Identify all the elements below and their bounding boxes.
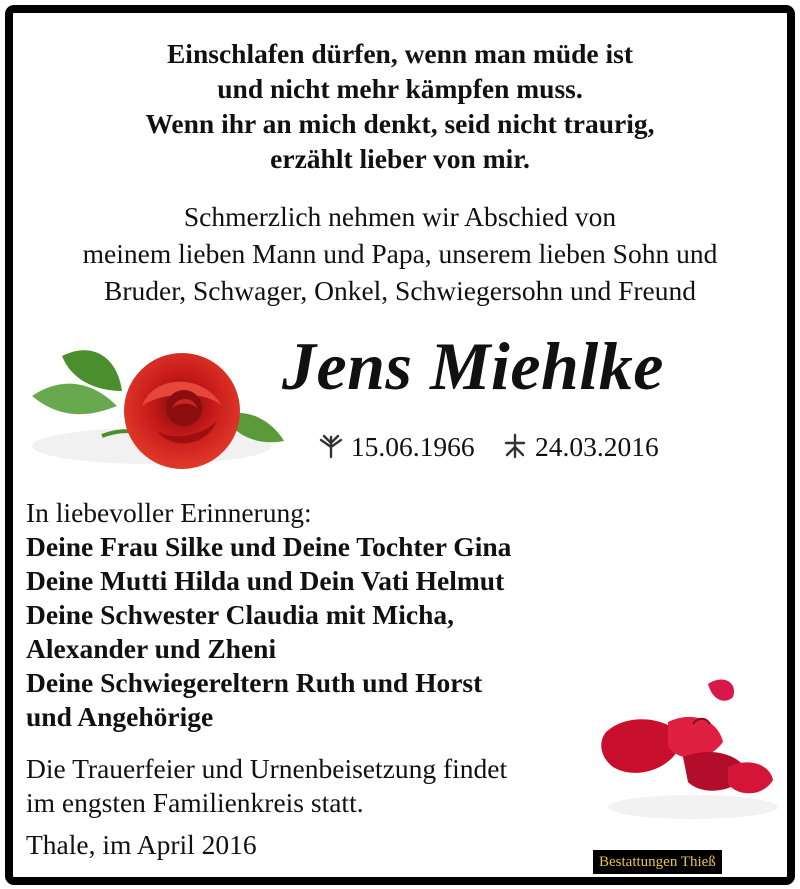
life-dates <box>318 430 659 467</box>
intro-line: meinem lieben Mann und Papa, unserem lieben Sohn und <box>82 238 718 269</box>
mourners-block <box>26 496 511 734</box>
poem-line: erzählt lieber von mir. <box>270 143 530 174</box>
ceremony-notice <box>26 752 507 820</box>
mourner-line: Deine Schwester Claudia mit Micha, <box>26 599 454 630</box>
mourner-line: Deine Frau Silke und Deine Tochter Gina <box>26 531 512 562</box>
funeral-home-badge: Bestattungen Thieß <box>593 850 722 874</box>
birth-date: 15.06.1966 <box>350 431 475 462</box>
cross-icon <box>502 433 528 467</box>
intro-line: Schmerzlich nehmen wir Abschied von <box>183 201 617 232</box>
mourner-line: Alexander und Zheni <box>26 633 277 664</box>
place-date: Thale, im April 2016 <box>26 829 257 860</box>
poem-line: und nicht mehr kämpfen muss. <box>217 73 583 104</box>
farewell-intro <box>0 198 800 309</box>
notice-line: Die Trauerfeier und Urnenbeisetzung findet <box>26 753 508 784</box>
mourner-line: Deine Mutti Hilda und Dein Vati Helmut <box>26 565 505 596</box>
poem-line: Einschlafen dürfen, wenn man müde ist <box>166 38 634 69</box>
star-icon <box>318 433 344 467</box>
intro-line: Bruder, Schwager, Onkel, Schwiegersohn und Freund <box>104 275 696 306</box>
rose-petals-icon <box>598 672 778 822</box>
poem-line: Wenn ihr an mich denkt, seid nicht traurig, <box>145 108 655 139</box>
rose-icon <box>22 336 292 476</box>
deceased-name: Jens Miehlke <box>282 328 664 404</box>
mourner-line: Deine Schwiegereltern Ruth und Horst <box>26 667 483 698</box>
death-date: 24.03.2016 <box>535 431 659 462</box>
notice-line: im engsten Familienkreis statt. <box>26 787 364 818</box>
mourner-line: und Angehörige <box>26 701 214 732</box>
poem <box>0 36 800 176</box>
memory-heading: In liebevoller Erinnerung: <box>26 497 312 528</box>
